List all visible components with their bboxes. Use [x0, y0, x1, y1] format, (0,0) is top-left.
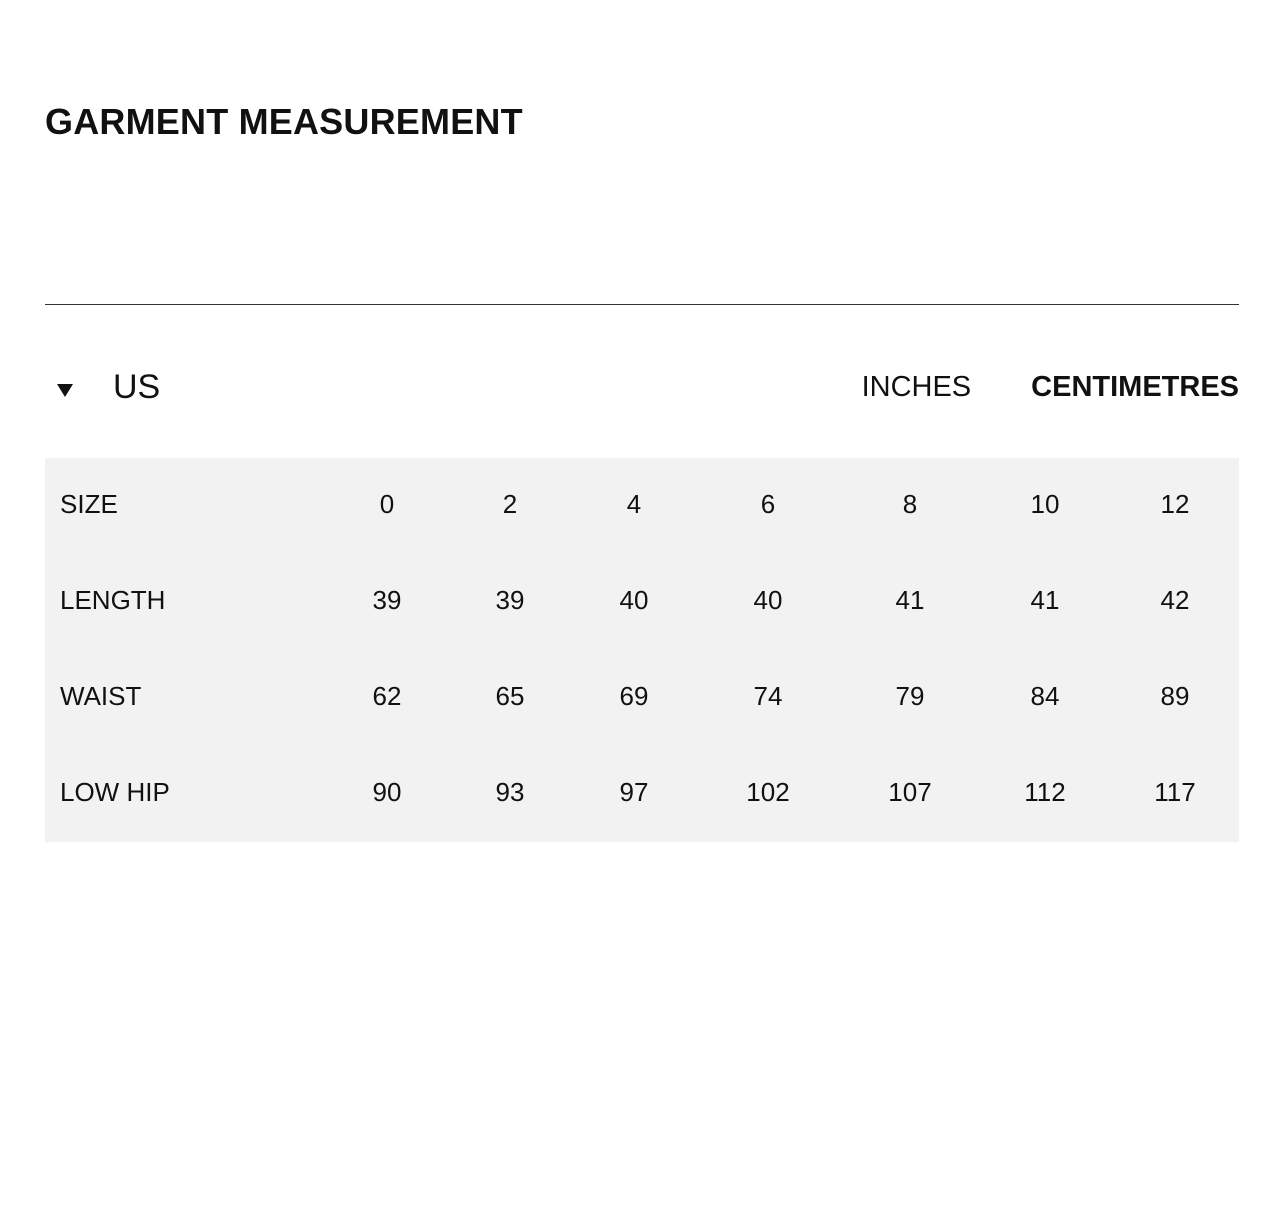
- row-header: WAIST: [60, 681, 142, 711]
- table-cell: 107: [888, 777, 932, 807]
- table-cell: 97: [619, 777, 649, 807]
- table-cell: 69: [619, 681, 649, 711]
- table-cell: 2: [502, 489, 518, 519]
- table-cell: 8: [902, 489, 918, 519]
- table-cell: 41: [895, 585, 925, 615]
- table-cell: 41: [1030, 585, 1060, 615]
- row-header: SIZE: [60, 489, 118, 519]
- region-label[interactable]: US: [113, 368, 161, 406]
- table-row-waist: [45, 650, 1239, 746]
- measurement-controls: [45, 362, 1239, 412]
- table-cell: 90: [372, 777, 402, 807]
- unit-toggle: [862, 362, 1239, 412]
- table-row-length: [45, 554, 1239, 650]
- section-divider: [45, 304, 1239, 305]
- table-row-low-hip: [45, 746, 1239, 842]
- table-cell: 79: [895, 681, 925, 711]
- table-cell: 65: [495, 681, 525, 711]
- size-chart-table: [45, 458, 1239, 842]
- table-cell: 12: [1160, 489, 1190, 519]
- row-header: LENGTH: [60, 585, 166, 615]
- table-cell: 102: [746, 777, 790, 807]
- table-cell: 74: [753, 681, 783, 711]
- table-cell: 84: [1030, 681, 1060, 711]
- table-cell: 10: [1030, 489, 1060, 519]
- unit-centimetres-button[interactable]: CENTIMETRES: [1031, 371, 1239, 403]
- table-cell: 40: [619, 585, 649, 615]
- table-cell: 6: [760, 489, 776, 519]
- table-cell: 39: [372, 585, 402, 615]
- table-cell: 4: [626, 489, 642, 519]
- table-cell: 93: [495, 777, 525, 807]
- table-cell: 62: [372, 681, 402, 711]
- table-cell: 42: [1160, 585, 1190, 615]
- table-cell: 117: [1154, 777, 1196, 807]
- table-row-size: [45, 458, 1239, 554]
- caret-down-icon[interactable]: [57, 384, 73, 397]
- region-dropdown[interactable]: [57, 362, 160, 412]
- table-cell: 0: [379, 489, 395, 519]
- table-cell: 89: [1160, 681, 1190, 711]
- row-header: LOW HIP: [60, 777, 170, 807]
- unit-inches-button[interactable]: INCHES: [861, 371, 972, 403]
- table-cell: 112: [1024, 777, 1066, 807]
- table-cell: 39: [495, 585, 525, 615]
- table-cell: 40: [753, 585, 783, 615]
- page-title: GARMENT MEASUREMENT: [45, 101, 523, 142]
